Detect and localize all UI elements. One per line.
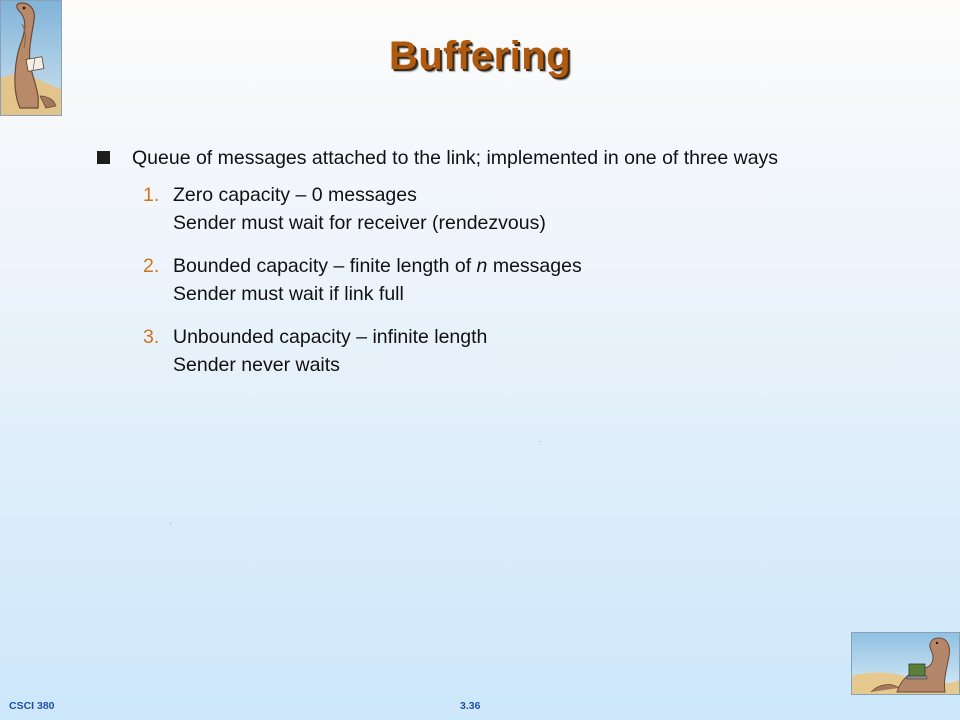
footer-course: CSCI 380 [9, 700, 55, 712]
variable-n: n [476, 255, 488, 277]
dinosaur-laptop-icon [851, 632, 960, 695]
list-item-heading: Zero capacity – 0 messages [173, 184, 417, 206]
slide-title: Buffering [388, 34, 572, 78]
list-item-detail: Sender must wait for receiver (rendezvous) [173, 212, 546, 234]
footer-page-number: 3.36 [460, 700, 481, 712]
speck [170, 523, 171, 524]
list-item-detail: Sender must wait if link full [173, 283, 404, 305]
list-item-detail: Sender never waits [173, 354, 340, 376]
list-number: 2. [143, 255, 160, 277]
bullet-text: Queue of messages attached to the link; implemented in one of three ways [132, 147, 779, 169]
bullet-item [97, 144, 857, 172]
speck [540, 441, 541, 442]
list-number: 3. [143, 326, 160, 348]
list-item [143, 323, 857, 379]
slide-content [97, 144, 857, 394]
square-bullet-icon [97, 151, 110, 164]
list-item [143, 252, 857, 308]
list-item-heading: Bounded capacity – finite length of n messages [173, 255, 582, 277]
numbered-list [143, 181, 857, 379]
list-number: 1. [143, 184, 160, 206]
list-item [143, 181, 857, 237]
list-item-heading: Unbounded capacity – infinite length [173, 326, 488, 348]
